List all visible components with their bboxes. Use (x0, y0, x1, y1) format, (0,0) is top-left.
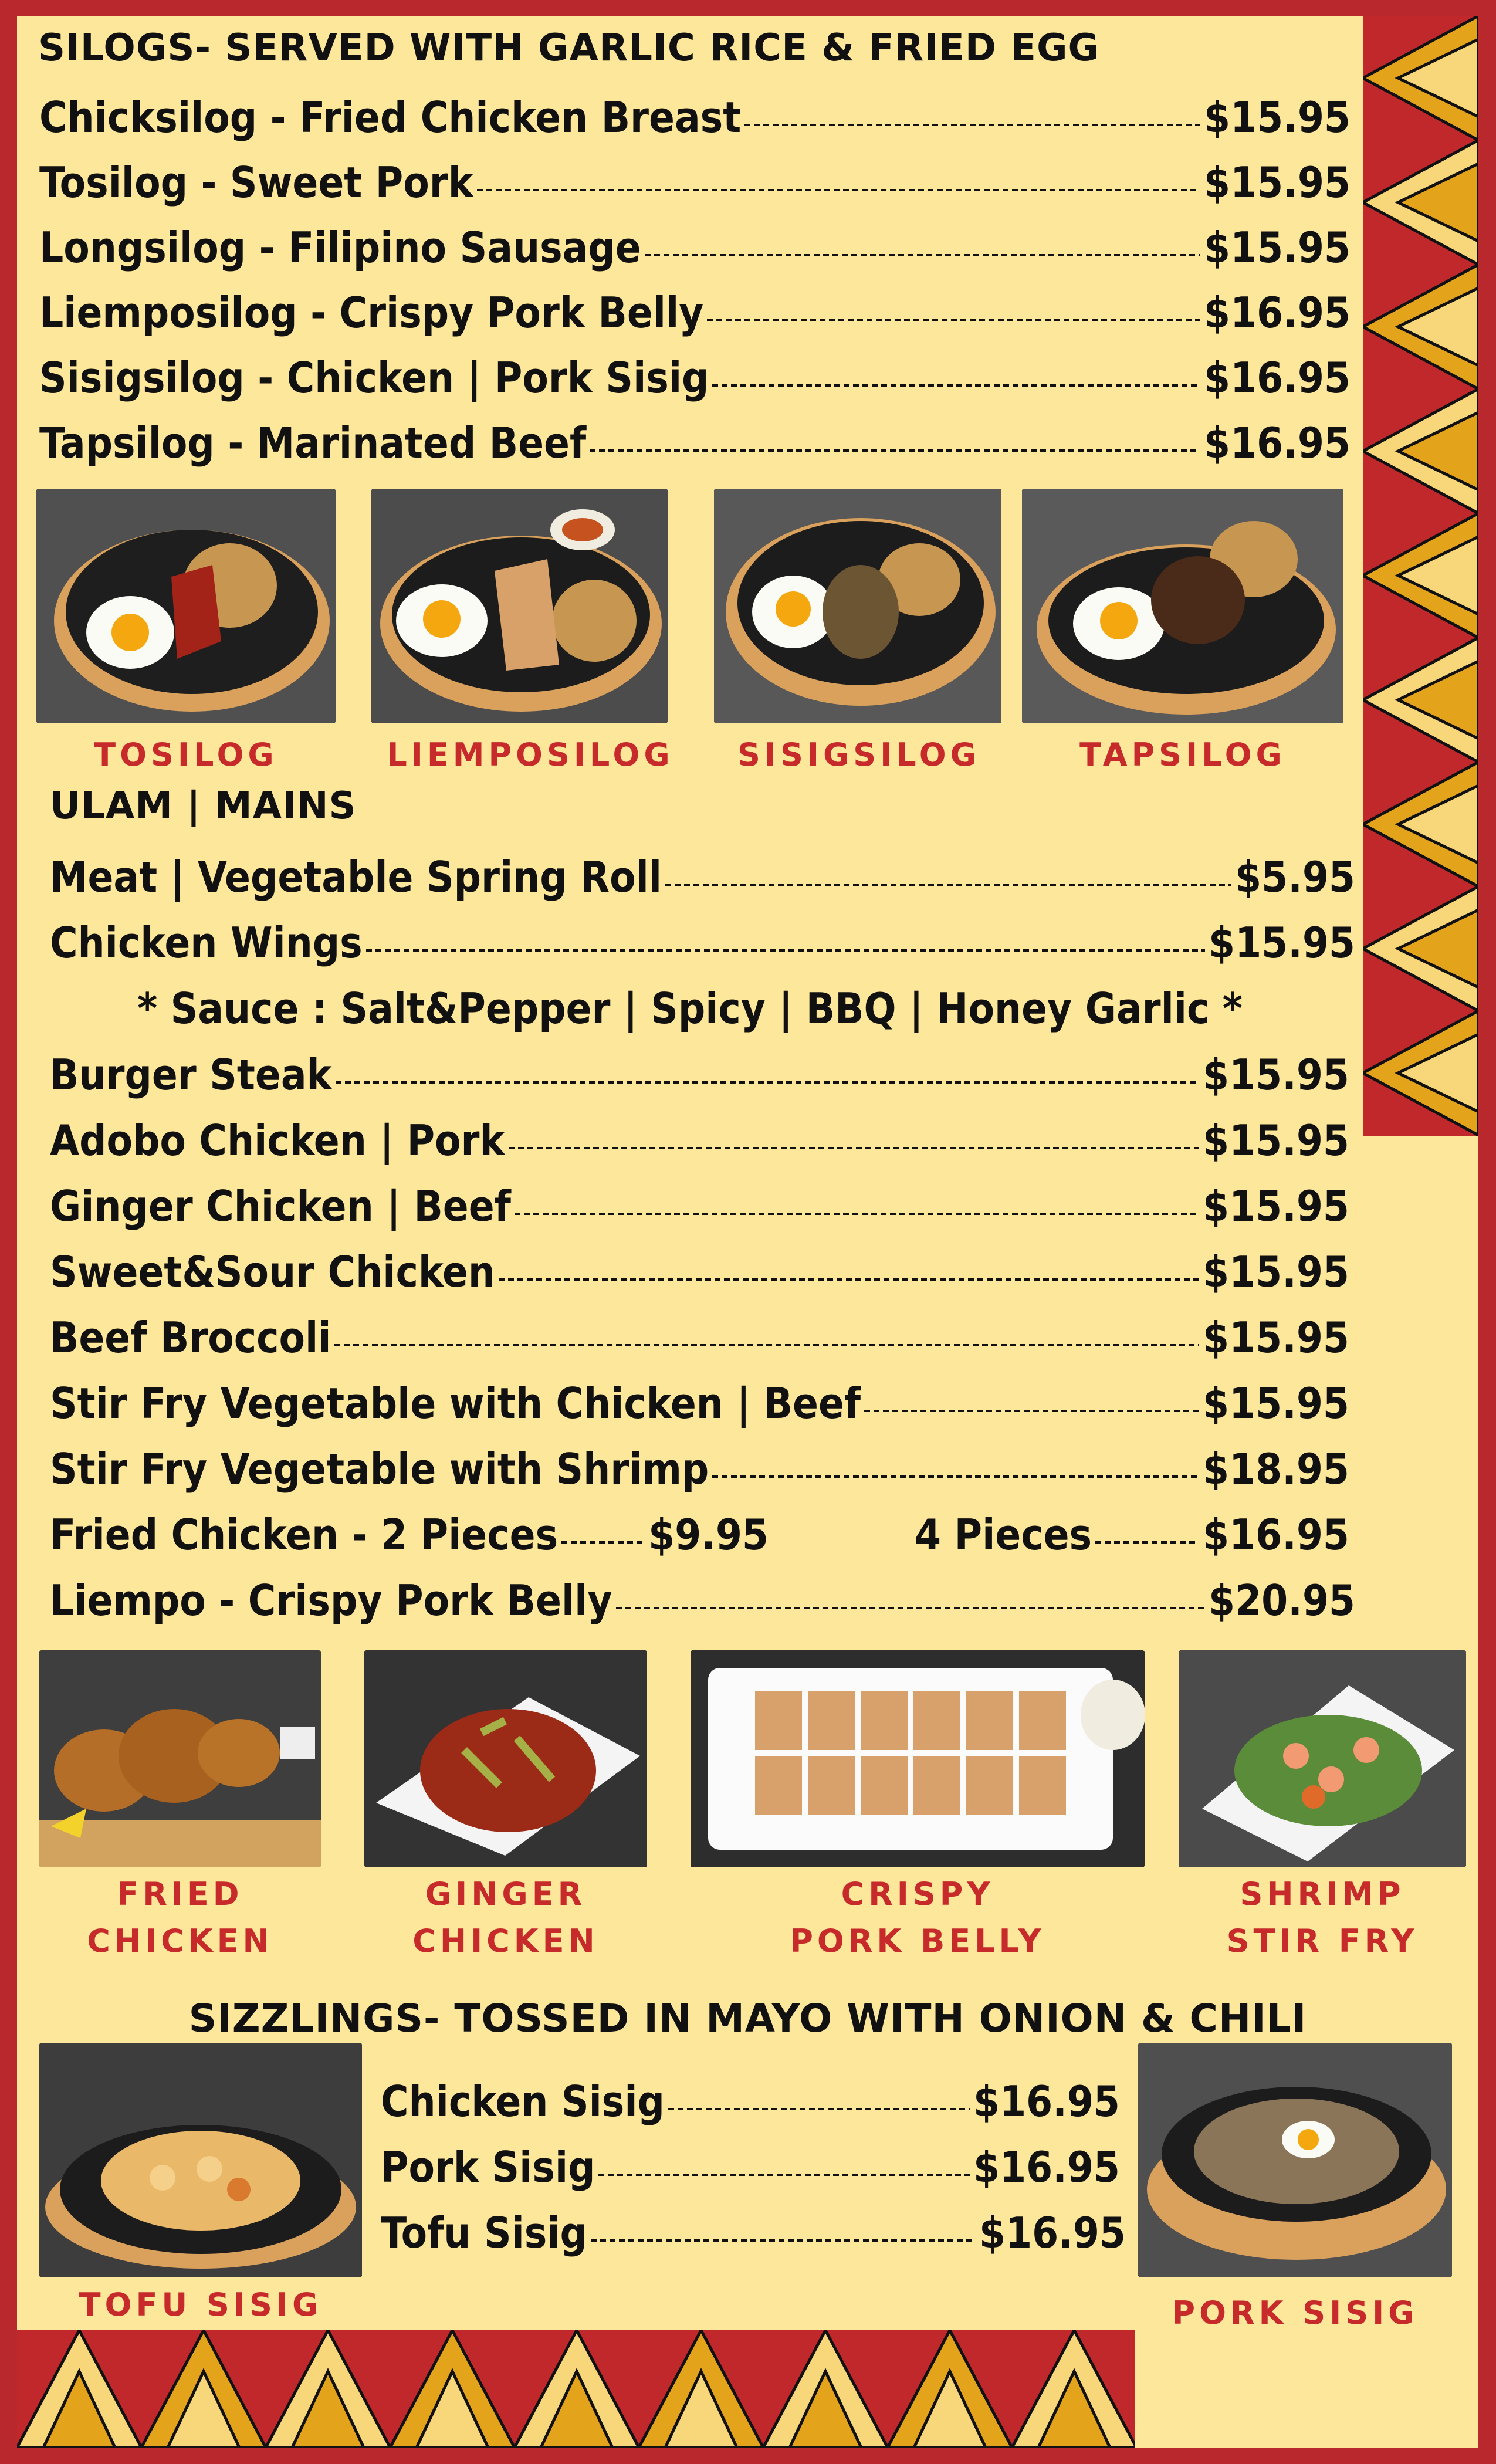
item-price: $15.95 (1203, 1247, 1349, 1297)
dot-leader (668, 2108, 970, 2110)
item-name: Adobo Chicken | Pork (50, 1116, 505, 1165)
caption-line: GINGER (425, 1876, 587, 1913)
item-name: Pork Sisig (381, 2143, 595, 2192)
item-name: Stir Fry Vegetable with Chicken | Beef (50, 1379, 861, 1428)
item-price: $15.95 (1203, 1182, 1349, 1231)
item-price: $15.95 (1209, 918, 1355, 967)
dot-leader (366, 949, 1205, 952)
bottom-triangle-border (17, 2330, 1135, 2448)
dot-leader (1095, 1541, 1199, 1544)
fried-chicken-photo (39, 1650, 321, 1867)
menu-item (381, 2072, 1120, 2131)
dot-leader (864, 1410, 1199, 1412)
dot-leader (515, 1213, 1199, 1215)
item-name: Burger Steak (50, 1050, 332, 1099)
menu-item (50, 1440, 1349, 1498)
dot-leader (665, 884, 1231, 886)
item-price: $20.95 (1209, 1576, 1355, 1625)
dot-leader (509, 1147, 1199, 1149)
liemposilog-caption: LIEMPOSILOG (387, 736, 674, 773)
item-price: $16.95 (1204, 353, 1351, 402)
item-name: Ginger Chicken | Beef (50, 1182, 511, 1231)
sauce-note: * Sauce : Salt&Pepper | Spicy | BBQ | Honey Garlic * (137, 984, 1243, 1033)
fried-chicken-2pc (50, 1505, 769, 1564)
caption-line: CRISPY (841, 1876, 994, 1913)
item-price: $15.95 (1204, 223, 1351, 272)
liemposilog-photo (371, 489, 668, 723)
tosilog-caption: TOSILOG (94, 736, 278, 773)
caption-line: FRIED (117, 1876, 243, 1913)
pork-sisig-caption: PORK SISIG (1172, 2294, 1419, 2331)
dot-leader (590, 449, 1200, 452)
item-name: Longsilog - Filipino Sausage (39, 223, 641, 272)
tosilog-photo (36, 489, 336, 723)
menu-item (39, 414, 1351, 472)
ulam-heading: ULAM | MAINS (50, 784, 357, 828)
item-price: $15.95 (1203, 1050, 1349, 1099)
item-name: Chicksilog - Fried Chicken Breast (39, 93, 742, 142)
dot-leader (499, 1278, 1199, 1281)
item-name: Tapsilog - Marinated Beef (39, 418, 587, 468)
crispy-pork-belly-photo (691, 1650, 1145, 1867)
item-name: Liempo - Crispy Pork Belly (50, 1576, 612, 1625)
tofu-sisig-caption: TOFU SISIG (79, 2286, 323, 2323)
menu-item (39, 283, 1351, 342)
menu-item (39, 348, 1351, 407)
item-name: 4 Pieces (915, 1510, 1092, 1559)
item-name: Tosilog - Sweet Pork (39, 158, 473, 207)
item-name: Fried Chicken - 2 Pieces (50, 1510, 559, 1559)
dot-leader (477, 189, 1200, 191)
menu-item (50, 848, 1355, 906)
item-price: $18.95 (1203, 1444, 1349, 1494)
tofu-sisig-photo (39, 2043, 362, 2277)
item-price: $15.95 (1203, 1379, 1349, 1428)
menu-item (50, 1045, 1349, 1104)
fried-chicken-caption (39, 1871, 321, 1965)
item-price: $16.95 (973, 2143, 1120, 2192)
menu-item (50, 1374, 1349, 1433)
item-name: Tofu Sisig (381, 2208, 587, 2257)
item-price: $15.95 (1203, 1116, 1349, 1165)
dot-leader (645, 254, 1200, 256)
menu-item (39, 153, 1351, 212)
dot-leader (744, 124, 1200, 126)
caption-line: CHICKEN (87, 1923, 273, 1959)
item-price: $16.95 (1204, 288, 1351, 337)
caption-line: SHRIMP (1240, 1876, 1405, 1913)
sizzlings-heading: SIZZLINGS- TOSSED IN MAYO WITH ONION & CHILI (188, 1996, 1307, 2041)
menu-item (39, 88, 1351, 147)
item-name: Sisigsilog - Chicken | Pork Sisig (39, 353, 709, 402)
ginger-chicken-photo (364, 1650, 647, 1867)
menu-item (381, 2138, 1120, 2196)
item-price: $15.95 (1203, 1313, 1349, 1362)
item-price: $16.95 (1203, 1510, 1349, 1559)
caption-line: STIR FRY (1226, 1923, 1419, 1959)
item-name: Meat | Vegetable Spring Roll (50, 852, 662, 902)
dot-leader (707, 319, 1200, 321)
item-name: Liemposilog - Crispy Pork Belly (39, 288, 704, 337)
menu-item (50, 1177, 1349, 1236)
dot-leader (591, 2239, 976, 2242)
item-price: $15.95 (1204, 93, 1351, 142)
item-name: Stir Fry Vegetable with Shrimp (50, 1444, 709, 1494)
item-price: $5.95 (1235, 852, 1355, 902)
right-triangle-border (1363, 16, 1478, 1136)
item-name: Chicken Wings (50, 918, 363, 967)
menu-item (50, 1571, 1355, 1630)
tapsilog-photo (1022, 489, 1343, 723)
dot-leader (616, 1607, 1205, 1609)
silogs-heading: SILOGS- SERVED WITH GARLIC RICE & FRIED EGG (38, 26, 1099, 70)
shrimp-stir-fry-photo (1179, 1650, 1466, 1867)
dot-leader (336, 1081, 1199, 1084)
sisigsilog-caption: SISIGSILOG (737, 736, 980, 773)
menu-panel (17, 16, 1478, 2448)
fried-chicken-4pc (915, 1505, 1349, 1564)
pork-sisig-photo (1138, 2043, 1452, 2277)
ginger-chicken-caption (364, 1871, 647, 1965)
item-price: $15.95 (1204, 158, 1351, 207)
item-price: $16.95 (1204, 418, 1351, 468)
dot-leader (712, 384, 1200, 387)
item-price: $16.95 (973, 2077, 1120, 2126)
dot-leader (712, 1475, 1199, 1478)
dot-leader (598, 2174, 970, 2176)
item-name: Chicken Sisig (381, 2077, 665, 2126)
menu-item (50, 1308, 1349, 1367)
crispy-pork-belly-caption (691, 1871, 1145, 1965)
caption-line: PORK BELLY (790, 1923, 1045, 1959)
item-name: Beef Broccoli (50, 1313, 331, 1362)
item-price: $16.95 (979, 2208, 1126, 2257)
menu-item (50, 913, 1355, 972)
menu-item (39, 218, 1351, 277)
menu-item (50, 1243, 1349, 1301)
tapsilog-caption: TAPSILOG (1079, 736, 1286, 773)
item-name: Sweet&Sour Chicken (50, 1247, 496, 1297)
item-price: $9.95 (648, 1510, 769, 1559)
caption-line: CHICKEN (412, 1923, 599, 1959)
menu-item (50, 1111, 1349, 1170)
dot-leader (334, 1344, 1199, 1346)
sisigsilog-photo (714, 489, 1001, 723)
shrimp-stir-fry-caption (1179, 1871, 1466, 1965)
menu-item (381, 2204, 1126, 2262)
dot-leader (561, 1541, 645, 1544)
